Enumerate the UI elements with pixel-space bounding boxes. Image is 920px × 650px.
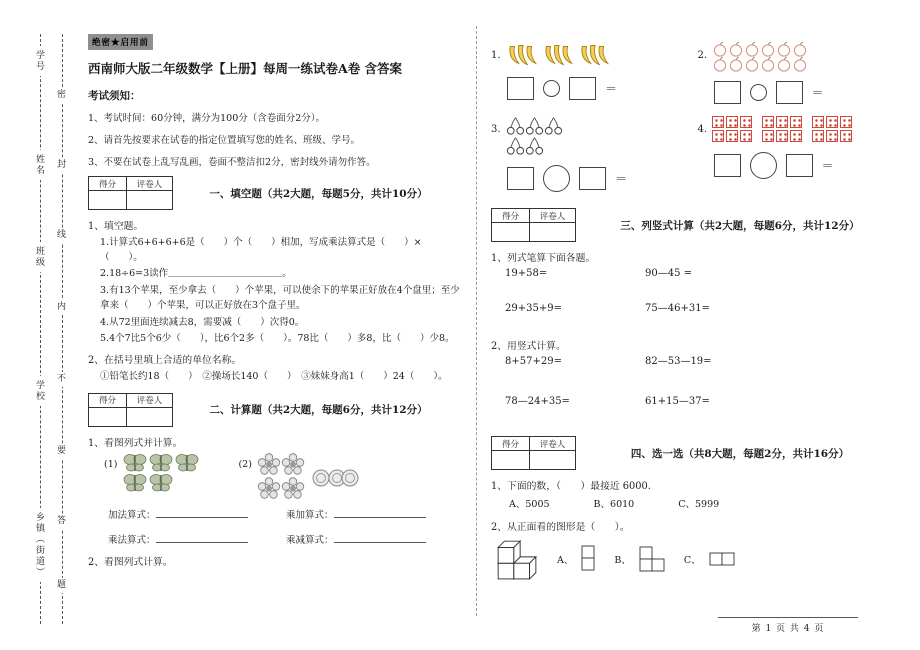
operator-circle	[750, 84, 767, 101]
die-icon	[840, 130, 852, 142]
question-label: 1、填空题。	[88, 221, 144, 232]
die-icon	[776, 130, 788, 142]
option-b: B、6010	[593, 499, 635, 510]
section3-header	[491, 208, 904, 242]
apple-icon	[744, 57, 760, 72]
score-cell	[89, 191, 127, 210]
score-label: 得分	[492, 209, 530, 223]
answer-line	[334, 509, 426, 518]
answer-box	[507, 77, 534, 100]
question-label: 2、在括号里填上合适的单位名称。	[88, 355, 242, 367]
apple-icon	[712, 42, 728, 57]
equation-cell	[286, 532, 464, 546]
operator-circle	[750, 152, 777, 179]
shape-option-label-c: C、	[683, 555, 701, 566]
seal-char: 答	[57, 514, 66, 529]
equals-sign: ＝	[605, 82, 618, 96]
item-number: 4.	[697, 124, 708, 135]
cherry-set	[506, 116, 568, 156]
picture-row	[491, 116, 904, 200]
calc-row	[505, 396, 904, 407]
score-box	[88, 393, 173, 427]
seal-char: 内	[57, 300, 66, 315]
butterfly-icon	[122, 453, 148, 473]
secrecy-badge: 绝密★启用前	[88, 34, 153, 50]
butterfly-icon	[148, 473, 174, 493]
notice-item: 2、请首先按要求在试卷的指定位置填写您的姓名、班级、学号。	[88, 135, 361, 146]
score-box	[491, 436, 576, 470]
apple-icon	[760, 57, 776, 72]
dice-group	[812, 116, 853, 143]
answer-box	[714, 154, 741, 177]
apple-icon	[744, 42, 760, 57]
shape-option-row	[495, 537, 904, 581]
equation-cell	[108, 507, 286, 521]
equals-sign: ＝	[811, 86, 824, 100]
answer-line	[156, 509, 248, 518]
calc-expression: 82—53—19=	[645, 356, 712, 367]
grader-cell	[127, 407, 173, 426]
dice-group	[762, 116, 803, 143]
die-icon	[812, 116, 824, 128]
picture-line	[491, 42, 698, 68]
apple-icon	[776, 42, 792, 57]
answer-box	[507, 167, 534, 190]
score-label: 得分	[89, 177, 127, 191]
answer-box	[776, 81, 803, 104]
die-icon	[840, 116, 852, 128]
die-icon	[712, 130, 724, 142]
score-cell	[89, 407, 127, 426]
question-label: 2、看图列式计算。	[88, 556, 173, 568]
question-label: 2、用竖式计算。	[491, 341, 566, 352]
seal-char: 不	[57, 372, 66, 387]
seal-char: 要	[57, 444, 66, 459]
grader-label: 评卷人	[530, 437, 576, 451]
calc-row	[505, 303, 904, 314]
flower-icon	[257, 453, 281, 477]
die-icon	[712, 116, 724, 128]
answer-row	[714, 152, 905, 179]
cherry-icon	[506, 116, 525, 136]
equation-grid	[108, 507, 464, 546]
fill-item: 3.有13个苹果，至少拿去（ ）个苹果，可以使余下的苹果正好放在4个盘里；至少拿来（ ）个苹果，可以正好放在3个盘子里。	[100, 285, 460, 311]
apple-icon	[728, 57, 744, 72]
cherry-icon	[525, 136, 544, 156]
seal-char: 封	[57, 158, 66, 173]
calc-row	[505, 356, 904, 367]
section4-title: 四、选一选（共8大题，每题2分，共计16分）	[630, 447, 850, 460]
shape-a-vertical-domino	[581, 545, 596, 573]
question-label: 2、从正面看的图形是（ ）。	[491, 522, 630, 533]
fill-item: ①铅笔长约18（ ） ②操场长140（ ） ③妹妹身高1（ ）24（ ）。	[100, 371, 448, 383]
stacked-cubes-figure	[495, 537, 539, 581]
calc-row	[505, 268, 904, 279]
shape-b-l-tromino	[639, 546, 666, 573]
picture-item-4	[698, 116, 905, 200]
block-set	[712, 116, 853, 143]
equation-label: 加法算式：	[108, 509, 156, 521]
binding-rail	[0, 0, 78, 650]
grader-cell	[530, 223, 576, 242]
apple-icon	[792, 57, 808, 72]
equals-sign: ＝	[821, 159, 834, 173]
die-icon	[812, 130, 824, 142]
apple-icon	[776, 57, 792, 72]
apple-icon	[760, 42, 776, 57]
fill-item: 1.计算式6+6+6+6是（ ）个（ ）相加，写成乘法算式是（ ）×（ ）。	[100, 237, 422, 263]
section1-header	[88, 176, 464, 210]
picture-row	[491, 42, 904, 112]
item-number: 2.	[697, 50, 708, 61]
notice-heading: 考试须知：	[88, 90, 141, 102]
banana-set	[506, 42, 610, 68]
answer-row	[507, 77, 698, 100]
flower-group	[238, 453, 359, 501]
grader-label: 评卷人	[127, 177, 173, 191]
calc-expression: 19+58=	[505, 268, 548, 279]
section2-title: 二、计算题（共2大题，每题6分，共计12分）	[209, 404, 428, 417]
fill-item: 2.18÷6=3读作＿＿＿＿＿＿＿＿＿＿＿＿。	[100, 268, 292, 280]
option-row	[509, 496, 904, 510]
score-label: 得分	[89, 393, 127, 407]
seal-dashed-line-inner	[62, 34, 63, 624]
picture-problem	[104, 453, 464, 501]
shape-option-label-a: A、	[557, 555, 574, 566]
picture-item-3	[491, 116, 698, 200]
paper-body	[78, 0, 920, 650]
coin-icon	[341, 469, 359, 487]
die-icon	[740, 116, 752, 128]
seal-char: 题	[57, 578, 66, 593]
calc-expression: 78—24+35=	[505, 396, 570, 407]
picture-item-2	[698, 42, 905, 112]
field-school: 学校	[34, 376, 43, 406]
answer-row	[714, 81, 905, 104]
equation-label: 乘加算式：	[286, 509, 334, 521]
item-number: 3.	[491, 124, 501, 135]
cherry-icon	[506, 136, 525, 156]
equals-sign: ＝	[615, 172, 628, 186]
equation-label: 乘减算式：	[286, 534, 334, 546]
score-box	[88, 176, 173, 210]
die-icon	[740, 130, 752, 142]
sub-number: (2)	[238, 458, 252, 470]
banana-icon	[506, 42, 538, 68]
field-student-id: 学号	[34, 46, 43, 76]
die-icon	[762, 116, 774, 128]
die-icon	[826, 116, 838, 128]
item-number: 1.	[491, 50, 501, 61]
answer-line	[156, 534, 248, 543]
field-town: 乡镇（街道）	[34, 508, 43, 582]
die-icon	[790, 116, 802, 128]
paper-title: 西南师大版二年级数学【上册】每周一练试卷A卷 含答案	[88, 61, 403, 76]
banana-icon	[542, 42, 574, 68]
notice-item: 3、不要在试卷上乱写乱画，卷面不整洁扣2分，密封线外请勿作答。	[88, 157, 376, 168]
picture-line	[491, 116, 698, 156]
score-cell	[492, 223, 530, 242]
answer-row	[507, 165, 698, 192]
butterfly-icon	[122, 473, 148, 493]
score-cell	[492, 451, 530, 470]
flower-icon	[281, 453, 305, 477]
seal-char: 线	[57, 228, 66, 243]
section3-title: 三、列竖式计算（共2大题，每题6分，共计12分）	[620, 219, 860, 232]
equation-label: 乘法算式：	[108, 534, 156, 546]
shape-c-horizontal-domino	[709, 552, 736, 567]
sub-number: (1)	[104, 458, 118, 470]
shape-option-label-b: B、	[614, 555, 631, 566]
apple-icon	[792, 42, 808, 57]
section4-header	[491, 436, 904, 470]
flower-set	[257, 453, 307, 501]
butterfly-icon	[148, 453, 174, 473]
coin-set	[312, 469, 359, 490]
equation-cell	[108, 532, 286, 546]
die-icon	[776, 116, 788, 128]
die-icon	[790, 130, 802, 142]
die-icon	[826, 130, 838, 142]
picture-item-1	[491, 42, 698, 112]
score-label: 得分	[492, 437, 530, 451]
option-c: C、5999	[678, 499, 720, 510]
apple-set	[712, 42, 816, 72]
calc-expression: 29+35+9=	[505, 303, 562, 314]
die-icon	[726, 130, 738, 142]
notice-item: 1、考试时间：60分钟，满分为100分（含卷面分2分）。	[88, 113, 326, 124]
apple-icon	[712, 57, 728, 72]
score-box	[491, 208, 576, 242]
option-a: A、5005	[509, 499, 550, 510]
butterfly-set	[122, 453, 204, 493]
banana-icon	[578, 42, 610, 68]
die-icon	[726, 116, 738, 128]
grader-cell	[127, 191, 173, 210]
right-column	[477, 0, 920, 650]
flower-icon	[257, 477, 281, 501]
operator-circle	[543, 80, 560, 97]
grader-label: 评卷人	[530, 209, 576, 223]
left-column	[78, 0, 476, 650]
operator-circle	[543, 165, 570, 192]
page-footer: 第 1 页 共 4 页	[718, 617, 858, 634]
flower-icon	[281, 477, 305, 501]
answer-box	[714, 81, 741, 104]
picture-line	[698, 42, 905, 72]
question-label: 1、列式笔算下面各题。	[491, 253, 596, 264]
question-label: 1、下面的数，（ ）最接近 6000.	[491, 481, 651, 492]
section1-title: 一、填空题（共2大题，每题5分，共计10分）	[209, 187, 428, 200]
apple-icon	[728, 42, 744, 57]
section2-header	[88, 393, 464, 427]
dice-group	[712, 116, 753, 143]
answer-box	[579, 167, 606, 190]
calc-expression: 75—46+31=	[645, 303, 710, 314]
butterfly-icon	[174, 453, 200, 473]
fill-item: 5.4个7比5个6少（ ），比6个2多（ ）。78比（ ）多8，比（ ）少8。	[100, 333, 455, 345]
butterfly-group	[104, 453, 204, 493]
grader-cell	[530, 451, 576, 470]
calc-expression: 8+57+29=	[505, 356, 562, 367]
calc-expression: 61+15—37=	[645, 396, 710, 407]
answer-box	[786, 154, 813, 177]
question-label: 1、看图列式并计算。	[88, 437, 183, 449]
answer-box	[569, 77, 596, 100]
field-name: 姓名	[34, 150, 43, 180]
cherry-icon	[525, 116, 544, 136]
grader-label: 评卷人	[127, 393, 173, 407]
answer-line	[334, 534, 426, 543]
fill-item: 4.从72里面连续减去8，需要减（ ）次得0。	[100, 316, 305, 328]
die-icon	[762, 130, 774, 142]
seal-char: 密	[57, 88, 66, 103]
cherry-icon	[544, 116, 563, 136]
picture-line	[698, 116, 905, 143]
calc-expression: 90—45 =	[645, 268, 693, 279]
field-class: 班级	[34, 242, 43, 272]
equation-cell	[286, 507, 464, 521]
